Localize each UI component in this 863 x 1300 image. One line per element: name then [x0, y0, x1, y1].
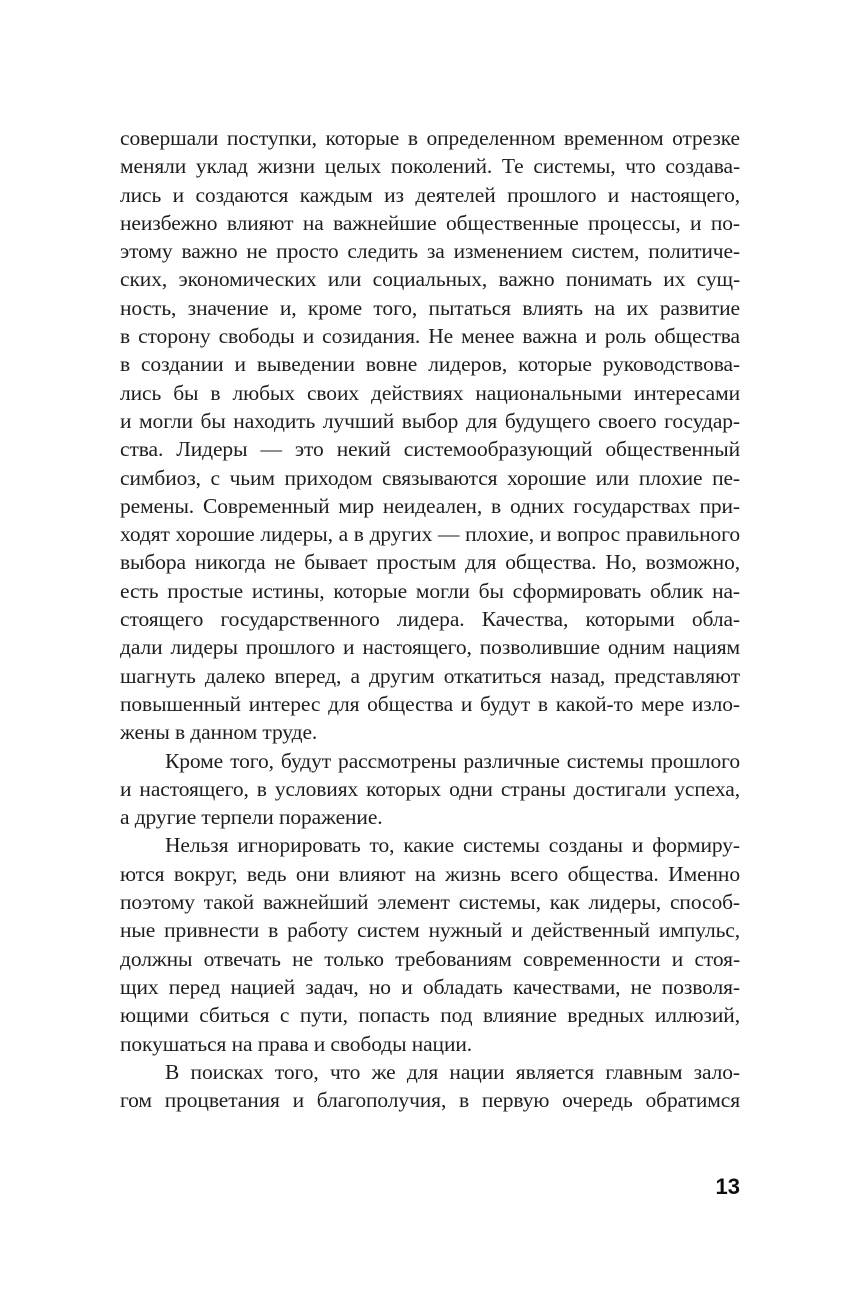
- text-line: покушаться на права и свободы нации.: [120, 1031, 473, 1056]
- text-line: гом процветания и благополучия, в первую очередь обратимся: [120, 1088, 740, 1113]
- text-line: а другие терпели поражение.: [120, 805, 383, 830]
- text-line: повышенный интерес для общества и будут в какой-то мере изло-: [120, 691, 740, 716]
- text-line: лись и создаются каждым из деятелей прошлого и настоящего,: [120, 182, 740, 207]
- text-line: выбора никогда не бывает простым для общества. Но, возможно,: [120, 550, 740, 575]
- text-line: стоящего государственного лидера. Качества, которыми обла-: [120, 607, 740, 632]
- text-line: В поисках того, что же для нации является главным зало-: [165, 1059, 740, 1084]
- text-line: ских, экономических или социальных, важно понимать их сущ-: [120, 267, 740, 292]
- text-line: щих перед нацией задач, но и обладать качествами, не позволя-: [120, 974, 740, 999]
- text-line: в создании и выведении вовне лидеров, которые руководствова-: [120, 352, 740, 377]
- text-line: дали лидеры прошлого и настоящего, позволившие одним нациям: [120, 635, 740, 660]
- text-line: ства. Лидеры — это некий системообразующий общественный: [120, 437, 740, 462]
- text-line: ются вокруг, ведь они влияют на жизнь всего общества. Именно: [120, 861, 740, 886]
- text-line: ходят хорошие лидеры, а в других — плохие, и вопрос правильного: [120, 522, 740, 547]
- text-line: симбиоз, с чьим приходом связываются хорошие или плохие пе-: [120, 465, 740, 490]
- text-line: Кроме того, будут рассмотрены различные системы прошлого: [165, 748, 740, 773]
- text-line: неизбежно влияют на важнейшие общественные процессы, и по-: [120, 210, 740, 235]
- text-line: лись бы в любых своих действиях национальными интересами: [120, 380, 740, 405]
- text-line: меняли уклад жизни целых поколений. Те системы, что создава-: [120, 154, 740, 179]
- text-line: жены в данном труде.: [120, 720, 318, 745]
- text-line: должны отвечать не только требованиям современности и стоя-: [120, 946, 740, 971]
- page-number: 13: [715, 1174, 740, 1199]
- text-line: совершали поступки, которые в определенном временном отрезке: [120, 126, 740, 150]
- text-line: этому важно не просто следить за изменением систем, политиче-: [120, 239, 740, 264]
- text-line: поэтому такой важнейший элемент системы, как лидеры, способ-: [120, 890, 740, 915]
- text-line: и настоящего, в условиях которых одни страны достигали успеха,: [120, 776, 740, 801]
- text-line: и могли бы находить лучший выбор для будущего своего государ-: [120, 408, 740, 433]
- text-block: [120, 124, 740, 1114]
- text-line: ремены. Современный мир неидеален, в одних государствах при-: [120, 493, 740, 518]
- text-line: ные привнести в работу систем нужный и действенный импульс,: [120, 918, 740, 943]
- text-line: есть простые истины, которые могли бы сформировать облик на-: [120, 578, 740, 603]
- text-line: ность, значение и, кроме того, пытаться влиять на их развитие: [120, 295, 740, 320]
- text-line: в сторону свободы и созидания. Не менее важна и роль общества: [120, 324, 740, 349]
- text-line: Нельзя игнорировать то, какие системы созданы и формиру-: [165, 833, 740, 858]
- text-line: шагнуть далеко вперед, а другим откатиться назад, представляют: [120, 663, 740, 688]
- text-line: ющими сбиться с пути, попасть под влияние вредных иллюзий,: [120, 1003, 740, 1028]
